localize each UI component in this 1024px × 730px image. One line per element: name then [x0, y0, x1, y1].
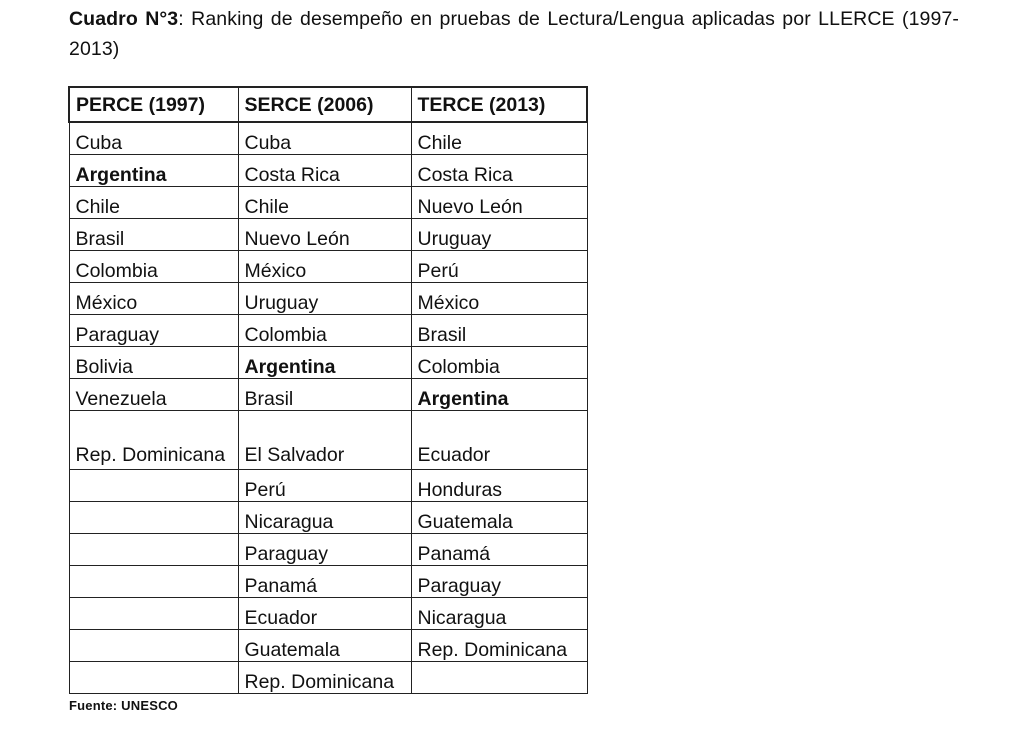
table-cell-serce: Uruguay	[238, 283, 411, 315]
caption-label: Cuadro N°3	[69, 8, 179, 30]
table-row	[69, 566, 587, 598]
table-cell-terce: Nuevo León	[411, 187, 587, 219]
table-cell-perce	[69, 470, 238, 502]
table-cell-serce: El Salvador	[238, 411, 411, 470]
table-cell-terce: Chile	[411, 122, 587, 155]
table-cell-terce: México	[411, 283, 587, 315]
table-cell-terce: Ecuador	[411, 411, 587, 470]
table-cell-terce: Nicaragua	[411, 598, 587, 630]
table-row	[69, 662, 587, 694]
column-header-terce: TERCE (2013)	[411, 87, 587, 122]
ranking-table	[68, 86, 588, 694]
table-cell-terce: Perú	[411, 251, 587, 283]
table-cell-terce: Paraguay	[411, 566, 587, 598]
table-row	[69, 155, 587, 187]
table-cell-terce	[411, 662, 587, 694]
table-cell-terce: Brasil	[411, 315, 587, 347]
table-cell-perce	[69, 502, 238, 534]
table-cell-terce: Rep. Dominicana	[411, 630, 587, 662]
table-cell-terce: Uruguay	[411, 219, 587, 251]
table-cell-serce: Brasil	[238, 379, 411, 411]
table-cell-serce: Guatemala	[238, 630, 411, 662]
source-note: Fuente: UNESCO	[69, 698, 178, 713]
table-cell-serce: Argentina	[238, 347, 411, 379]
table-cell-perce: Venezuela	[69, 379, 238, 411]
table-cell-serce: Colombia	[238, 315, 411, 347]
table-cell-perce	[69, 598, 238, 630]
table-row	[69, 187, 587, 219]
table-cell-perce: Paraguay	[69, 315, 238, 347]
table-row	[69, 598, 587, 630]
table-row	[69, 379, 587, 411]
table-cell-serce: México	[238, 251, 411, 283]
table-cell-terce: Guatemala	[411, 502, 587, 534]
table-cell-serce: Cuba	[238, 122, 411, 155]
table-cell-serce: Perú	[238, 470, 411, 502]
table-cell-serce: Nicaragua	[238, 502, 411, 534]
table-row	[69, 470, 587, 502]
table-row	[69, 315, 587, 347]
table-row	[69, 251, 587, 283]
table-cell-serce: Ecuador	[238, 598, 411, 630]
table-cell-perce: Brasil	[69, 219, 238, 251]
table-cell-serce: Paraguay	[238, 534, 411, 566]
table-caption	[69, 4, 959, 64]
table-cell-perce: Bolivia	[69, 347, 238, 379]
table-cell-serce: Panamá	[238, 566, 411, 598]
table-header-row	[69, 87, 587, 122]
table-row	[69, 630, 587, 662]
table-cell-perce	[69, 534, 238, 566]
table-cell-serce: Rep. Dominicana	[238, 662, 411, 694]
column-header-perce: PERCE (1997)	[69, 87, 238, 122]
table-cell-terce: Colombia	[411, 347, 587, 379]
table-cell-serce: Costa Rica	[238, 155, 411, 187]
table-row	[69, 411, 587, 470]
table-row	[69, 534, 587, 566]
table-cell-perce	[69, 566, 238, 598]
table-cell-perce	[69, 630, 238, 662]
column-header-serce: SERCE (2006)	[238, 87, 411, 122]
table-body	[69, 122, 587, 694]
table-cell-terce: Costa Rica	[411, 155, 587, 187]
table-cell-perce: Chile	[69, 187, 238, 219]
table-row	[69, 502, 587, 534]
table-cell-perce: Cuba	[69, 122, 238, 155]
caption-text: : Ranking de desempeño en pruebas de Lectura/Lengua aplicadas por LLERCE (1997-2013)	[69, 8, 959, 60]
table-cell-perce: Argentina	[69, 155, 238, 187]
table-cell-terce: Argentina	[411, 379, 587, 411]
table-row	[69, 283, 587, 315]
table-row	[69, 122, 587, 155]
table-cell-serce: Chile	[238, 187, 411, 219]
table-cell-perce: Rep. Dominicana	[69, 411, 238, 470]
table-cell-perce: Colombia	[69, 251, 238, 283]
table-cell-terce: Panamá	[411, 534, 587, 566]
table-cell-perce: México	[69, 283, 238, 315]
table-cell-serce: Nuevo León	[238, 219, 411, 251]
table-cell-terce: Honduras	[411, 470, 587, 502]
table-row	[69, 219, 587, 251]
table-row	[69, 347, 587, 379]
table-cell-perce	[69, 662, 238, 694]
